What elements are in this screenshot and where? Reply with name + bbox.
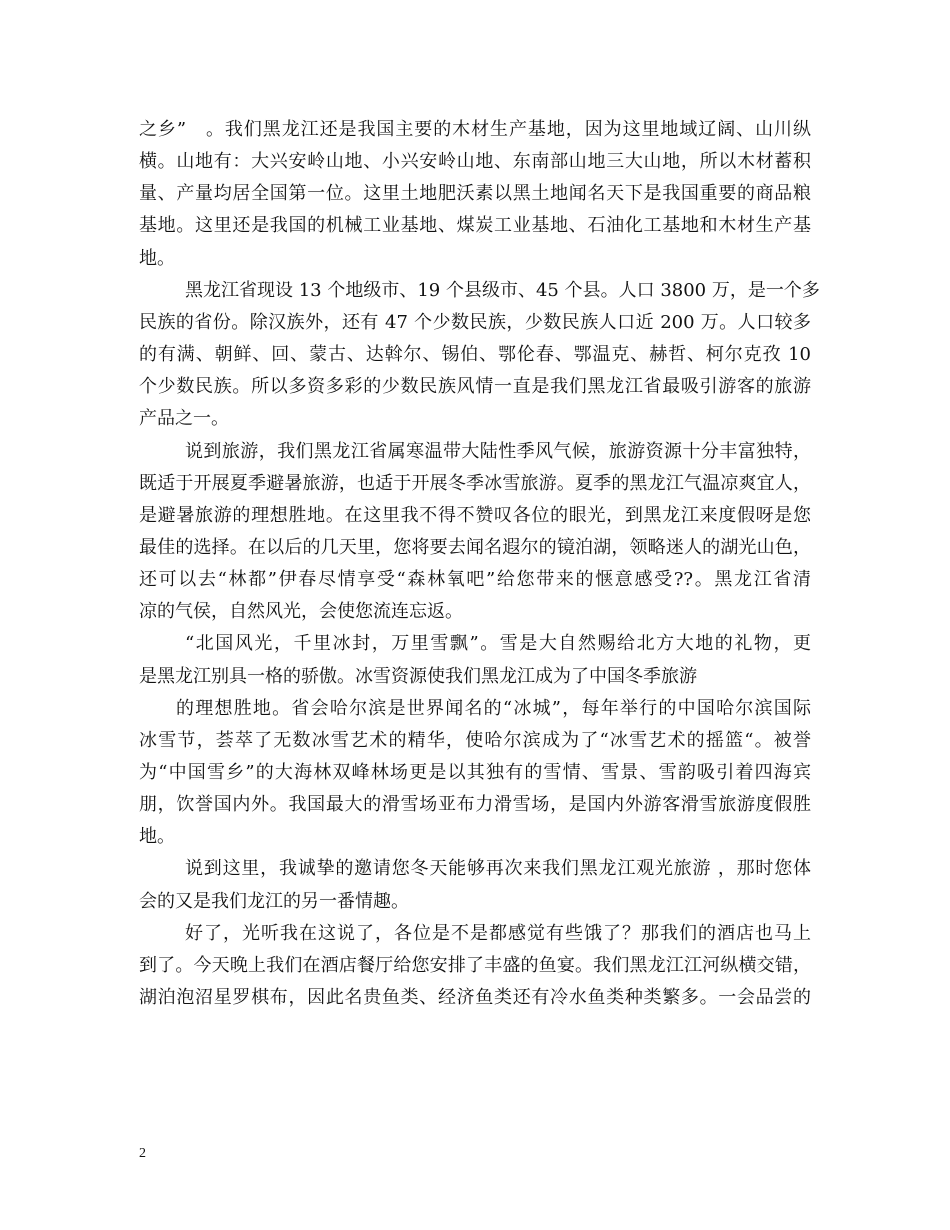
text-line: 量、产量均居全国第一位。这里土地肥沃素以黑土地闻名天下是我国重要的商品粮 bbox=[139, 183, 811, 205]
text-line: 之乡” 。我们黑龙江还是我国主要的木材生产基地，因为这里地域辽阔、山川纵 bbox=[139, 119, 811, 140]
text-line: 说到这里，我诚挚的邀请您冬天能够再次来我们黑龙江观光旅游 ，那时您体 bbox=[185, 858, 811, 880]
text-line: 冰雪节，荟萃了无数冰雪艺术的精华，使哈尔滨成为了“冰雪艺术的摇篮“。被誉 bbox=[139, 729, 811, 751]
text-line: 好了，光听我在这说了，各位是不是都感觉有些饿了？那我们的酒店也马上 bbox=[185, 922, 811, 944]
page-number: 2 bbox=[139, 1146, 146, 1161]
text-line: 既适于开展夏季避暑旅游，也适于开展冬季冰雪旅游。夏季的黑龙江气温凉爽宜人， bbox=[139, 472, 811, 494]
text-line: 基地。这里还是我国的机械工业基地、煤炭工业基地、石油化工基地和木材生产基 bbox=[139, 215, 811, 237]
text-line: 黑龙江省现设 13 个地级市、19 个县级市、45 个县。人口 3800 万，是一个多 bbox=[185, 279, 820, 301]
text-line: 民族的省份。除汉族外，还有 47 个少数民族，少数民族人口近 200 万。人口较多 bbox=[139, 311, 811, 333]
text-line: 是黑龙江别具一格的骄傲。冰雪资源使我们黑龙江成为了中国冬季旅游 bbox=[139, 665, 697, 687]
text-line: 产品之一。 bbox=[139, 408, 229, 430]
text-line: 还可以去“林都”伊春尽情享受“森林氧吧”给您带来的惬意感受??。黑龙江省清 bbox=[139, 569, 811, 591]
text-line: 的有满、朝鲜、回、蒙古、达斡尔、锡伯、鄂伦春、鄂温克、赫哲、柯尔克孜 10 bbox=[139, 344, 811, 365]
text-line: 横。山地有：大兴安岭山地、小兴安岭山地、东南部山地三大山地，所以木材蓄积 bbox=[139, 151, 811, 173]
text-line: 到了。今天晚上我们在酒店餐厅给您安排了丰盛的鱼宴。我们黑龙江江河纵横交错， bbox=[139, 954, 811, 976]
text-line: 地。 bbox=[139, 826, 175, 848]
text-line: 是避暑旅游的理想胜地。在这里我不得不赞叹各位的眼光，到黑龙江来度假呀是您 bbox=[139, 504, 811, 526]
text-line: 凉的气侯，自然风光，会使您流连忘返。 bbox=[139, 601, 463, 623]
text-line: 会的又是我们龙江的另一番情趣。 bbox=[139, 890, 409, 912]
text-line: 最佳的选择。在以后的几天里，您将要去闻名遐尔的镜泊湖，领略迷人的湖光山色， bbox=[139, 537, 811, 558]
text-line: 湖泊泡沼星罗棋布，因此名贵鱼类、经济鱼类还有冷水鱼类种类繁多。一会品尝的 bbox=[139, 987, 811, 1008]
text-line: 的理想胜地。省会哈尔滨是世界闻名的“冰城”，每年举行的中国哈尔滨国际 bbox=[176, 697, 811, 719]
text-line: 朋，饮誉国内外。我国最大的滑雪场亚布力滑雪场，是国内外游客滑雪旅游度假胜 bbox=[139, 794, 811, 816]
text-line: 地。 bbox=[139, 247, 175, 269]
text-line: 个少数民族。所以多资多彩的少数民族风情一直是我们黑龙江省最吸引游客的旅游 bbox=[139, 376, 811, 398]
text-line: “北国风光，千里冰封，万里雪飘”。雪是大自然赐给北方大地的礼物，更 bbox=[185, 633, 811, 655]
text-line: 说到旅游，我们黑龙江省属寒温带大陆性季风气候，旅游资源十分丰富独特， bbox=[185, 440, 811, 462]
text-line: 为“中国雪乡”的大海林双峰林场更是以其独有的雪情、雪景、雪韵吸引着四海宾 bbox=[139, 762, 811, 783]
